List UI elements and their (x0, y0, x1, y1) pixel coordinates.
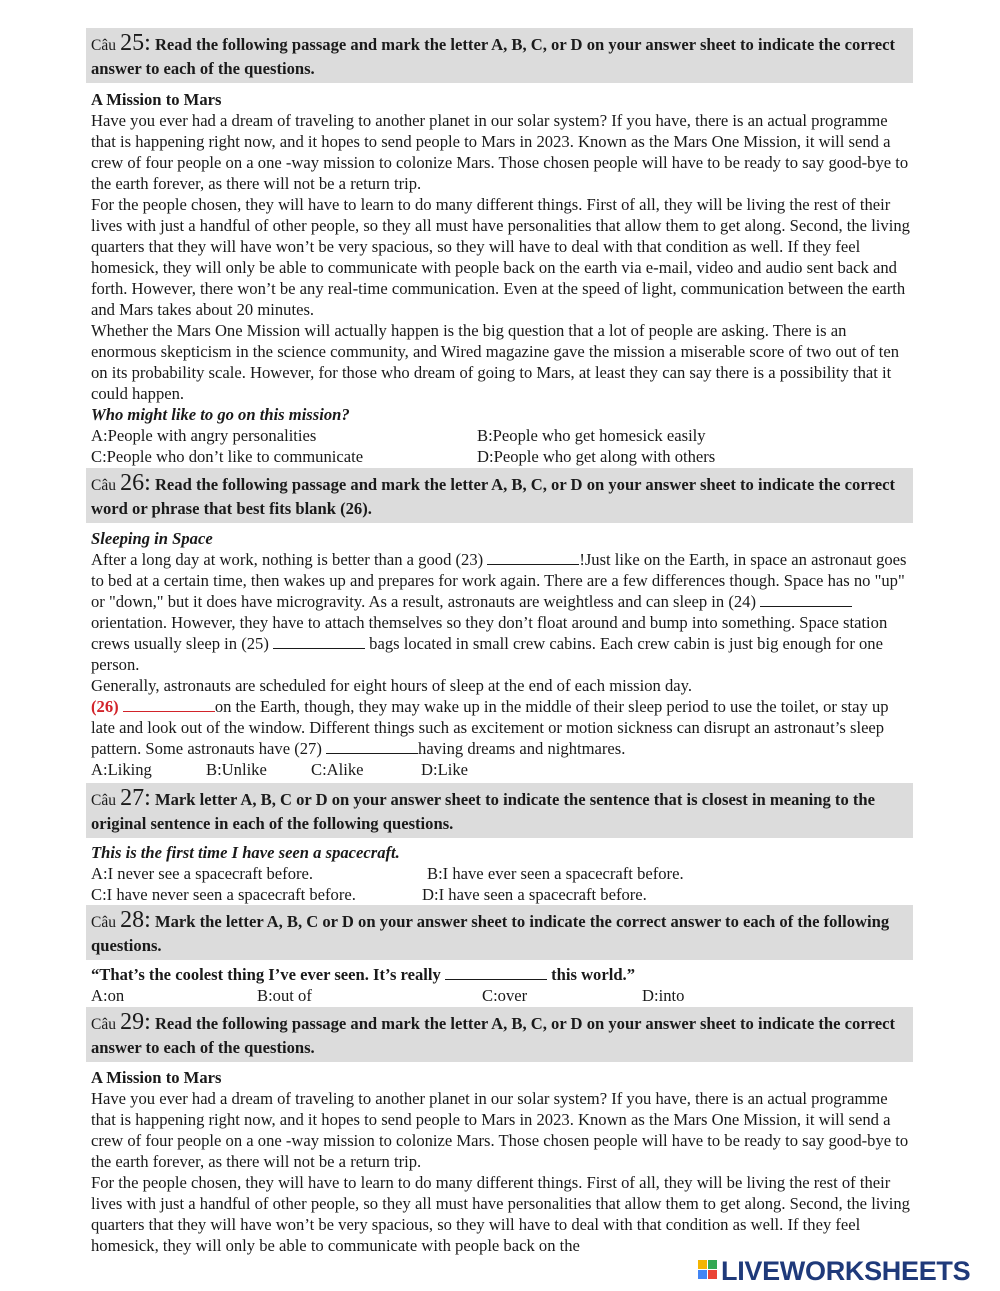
answer-options-row (91, 759, 913, 780)
question-label: Câu (91, 477, 116, 494)
logo-grid-icon (698, 1260, 718, 1282)
option-b[interactable]: B:People who get homesick easily (477, 426, 706, 445)
question-label: Câu (91, 792, 116, 809)
option-d[interactable]: D:I have seen a spacecraft before. (422, 885, 647, 904)
blank-23 (487, 549, 579, 565)
option-d[interactable]: D:into (642, 986, 685, 1005)
question-29-body (91, 1067, 913, 1256)
question-26-header (86, 468, 913, 523)
text-fragment: After a long day at work, nothing is better than a good (23) (91, 550, 488, 569)
question-instruction: Read the following passage and mark the letter A, B, C, or D on your answer sheet to indicate the correct answer to each of the questions. (91, 35, 896, 78)
option-c[interactable]: C:I have never seen a spacecraft before. (91, 885, 356, 904)
text-fragment: having dreams and nightmares. (418, 739, 626, 758)
passage-paragraph: Generally, astronauts are scheduled for eight hours of sleep at the end of each mission day. (91, 676, 693, 695)
logo-wordmark: LIVEWORKSHEETS (721, 1255, 971, 1286)
passage-paragraph (91, 696, 913, 759)
option-d[interactable]: D:Like (421, 760, 469, 779)
option-a[interactable]: A:Liking (91, 760, 152, 779)
question-28-header (86, 905, 913, 960)
answer-options-row (91, 985, 913, 1006)
text-fragment: on the Earth, though, they may wake up in the middle of their sleep period to use the toilet, or stay up late and look out of the window. Different things such as excitement or motion sickness can disrupt an astronaut’s sleep pattern. Some astronauts have (27) (91, 697, 889, 758)
liveworksheets-logo (698, 1257, 998, 1285)
question-number: 26: (120, 470, 151, 496)
passage-paragraph: Whether the Mars One Mission will actually happen is the big question that a lot of people are asking. There is an enormous skepticism in the science community, and Wired magazine gave the mission a miserable score of two out of ten on its probability scale. However, for those who dream of going to Mars, at least they can say there is a possibility that it could happen. (91, 321, 900, 403)
original-sentence: This is the first time I have seen a spacecraft. (91, 843, 400, 862)
question-25-body (91, 89, 913, 467)
passage-title: Sleeping in Space (91, 529, 213, 548)
text-fragment: this world.” (546, 965, 636, 984)
option-b[interactable]: B:Unlike (206, 760, 267, 779)
passage-title: A Mission to Mars (91, 90, 222, 109)
option-b[interactable]: B:I have ever seen a spacecraft before. (427, 864, 684, 883)
question-27-body (91, 842, 913, 905)
question-number: 28: (120, 907, 151, 933)
passage-paragraph: Have you ever had a dream of traveling to another planet in our solar system? If you have, there is an actual programme that is happening right now, and it hopes to send people to Mars in 2023. Known as the Mars One Mission, it will send a crew of four people on a one -way mission to colonize Mars. Those chosen people will have to be ready to say good-bye to the earth forever, as there will not be a return trip. (91, 1089, 909, 1171)
text-fragment: !Just like on the Earth, in space an astronaut goes to bed at a certain time, then wakes up and prepares for work again. There are a few differences though. Space has no "up" or "down," but it does have microgravity. As a result, astronauts are weightless and can sleep in (24) (91, 550, 907, 611)
question-28-body (91, 964, 913, 1006)
option-d[interactable]: D:People who get along with others (477, 447, 716, 466)
question-label: Câu (91, 37, 116, 54)
option-c[interactable]: C:over (482, 986, 528, 1005)
passage-paragraph (91, 549, 913, 675)
option-b[interactable]: B:out of (257, 986, 312, 1005)
answer-options-row (91, 884, 913, 905)
passage-paragraph: For the people chosen, they will have to learn to do many different things. First of all, they will be living the rest of their lives with just a handful of other people, so they all must have personalities that allow them to get along. Second, the living quarters that they will have won’t be very spacious, so they will have to deal with that condition as well. If they feel homesick, they will only be able to communicate with people back on the (91, 1173, 910, 1255)
question-sentence (91, 964, 913, 985)
option-a[interactable]: A:I never see a spacecraft before. (91, 864, 314, 883)
answer-blank[interactable] (445, 964, 547, 980)
blank-26[interactable] (123, 696, 215, 712)
question-29-header (86, 1007, 913, 1062)
blank-26-label: (26) (91, 697, 119, 716)
text-fragment: “That’s the coolest thing I’ve ever seen. It’s really (91, 965, 445, 984)
passage-paragraph: Have you ever had a dream of traveling to another planet in our solar system? If you have, there is an actual programme that is happening right now, and it hopes to send people to Mars in 2023. Known as the Mars One Mission, it will send a crew of four people on a one -way mission to colonize Mars. Those chosen people will have to be ready to say good-bye to the earth forever, as there will not be a return trip. (91, 111, 909, 193)
option-c[interactable]: C:People who don’t like to communicate (91, 447, 364, 466)
question-number: 25: (120, 30, 151, 56)
question-label: Câu (91, 1016, 116, 1033)
question-26-body (91, 528, 913, 780)
text-fragment: orientation. However, they have to attach themselves so they don’t float around and bump into something. Space station crews usually sleep in (25) (91, 613, 888, 653)
blank-24 (760, 591, 852, 607)
answer-options-row (91, 446, 913, 467)
answer-options-row (91, 863, 913, 884)
question-instruction: Mark the letter A, B, C or D on your answer sheet to indicate the correct answer to each of the following questions. (91, 912, 890, 955)
passage-paragraph: For the people chosen, they will have to learn to do many different things. First of all, they will be living the rest of their lives with just a handful of other people, so they all must have personalities that allow them to get along. Second, the living quarters that they will have won’t be very spacious, so they will have to deal with that condition as well. If they feel homesick, they will only be able to communicate with people back on the earth via e-mail, video and audio sent back and forth. However, there won’t be any real-time communication. Even at the speed of light, communication between the earth and Mars takes about 20 minutes. (91, 195, 910, 319)
question-label: Câu (91, 914, 116, 931)
passage-title: A Mission to Mars (91, 1068, 222, 1087)
question-number: 27: (120, 785, 151, 811)
question-27-header (86, 783, 913, 838)
blank-25 (273, 633, 365, 649)
question-instruction: Read the following passage and mark the letter A, B, C, or D on your answer sheet to indicate the correct answer to each of the questions. (91, 1014, 896, 1057)
question-prompt: Who might like to go on this mission? (91, 405, 350, 424)
question-instruction: Mark letter A, B, C or D on your answer sheet to indicate the sentence that is closest in meaning to the original sentence in each of the following questions. (91, 790, 876, 833)
blank-27 (326, 738, 418, 754)
option-a[interactable]: A:People with angry personalities (91, 426, 317, 445)
question-instruction: Read the following passage and mark the letter A, B, C, or D on your answer sheet to indicate the correct word or phrase that best fits blank (26). (91, 475, 896, 518)
text-fragment: bags located in small crew cabins. Each crew cabin is just big enough for one person. (91, 634, 883, 674)
option-a[interactable]: A:on (91, 986, 125, 1005)
option-c[interactable]: C:Alike (311, 760, 364, 779)
answer-options-row (91, 425, 913, 446)
question-number: 29: (120, 1009, 151, 1035)
question-25-header (86, 28, 913, 83)
